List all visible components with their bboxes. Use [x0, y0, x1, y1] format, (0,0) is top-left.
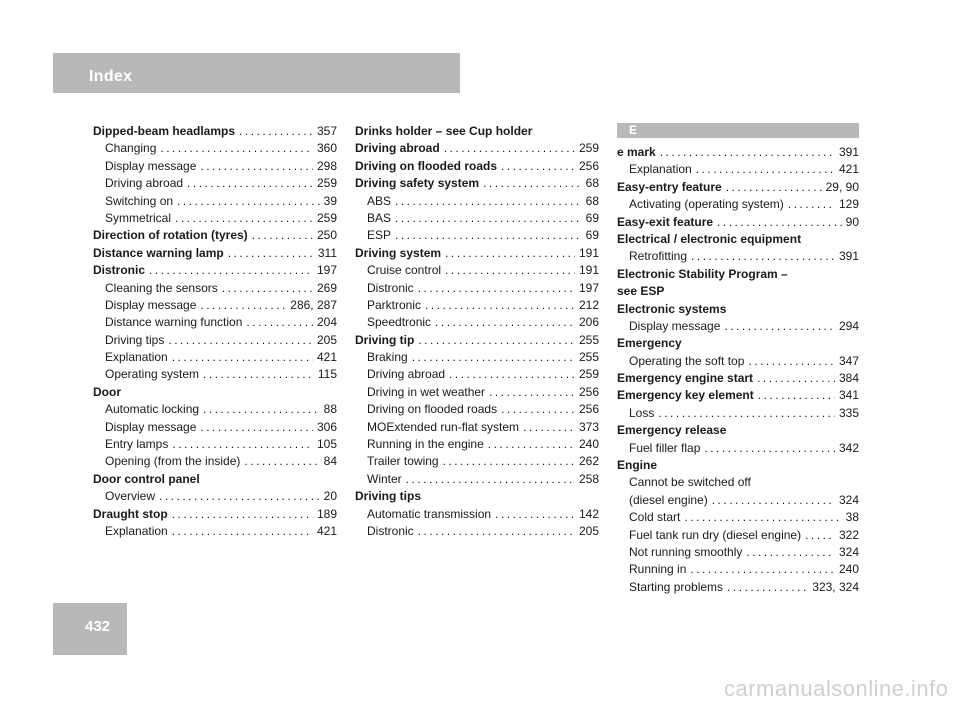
dot-leader	[501, 158, 575, 175]
entry-term: Starting problems	[629, 579, 724, 594]
entry-page-ref: 204	[316, 315, 337, 330]
index-subentry	[93, 488, 337, 505]
entry-term: Operating the soft top	[629, 353, 745, 368]
index-column-2	[355, 123, 599, 540]
dot-leader	[726, 179, 822, 196]
index-subentry	[93, 453, 337, 470]
index-subentry	[355, 419, 599, 436]
entry-term: Easy-entry feature	[617, 179, 722, 194]
dot-leader	[435, 314, 575, 331]
index-entry	[93, 245, 337, 262]
index-subentry	[355, 523, 599, 540]
entry-page-ref: 342	[838, 440, 859, 455]
page-title: Index	[89, 68, 133, 85]
dot-leader	[712, 492, 835, 509]
entry-page-ref: 262	[578, 454, 599, 469]
entry-term: Engine	[617, 458, 658, 473]
index-subentry	[93, 297, 337, 314]
dot-leader	[805, 527, 835, 544]
index-entry	[93, 123, 337, 140]
entry-page-ref: 258	[578, 471, 599, 486]
entry-term: Not running smoothly	[629, 544, 743, 559]
index-subentry	[93, 366, 337, 383]
entry-page-ref: 259	[316, 210, 337, 225]
entry-page-ref: 206	[578, 315, 599, 330]
dot-leader	[418, 523, 575, 540]
dot-leader	[200, 297, 286, 314]
entry-term: Opening (from the inside)	[105, 454, 241, 469]
entry-term: Explanation	[105, 523, 168, 538]
index-subentry	[617, 492, 859, 509]
index-subentry	[355, 227, 599, 244]
index-subentry	[93, 419, 337, 436]
index-entry	[93, 506, 337, 523]
entry-term: Driving tips	[355, 489, 422, 504]
dot-leader	[172, 506, 313, 523]
index-entry	[355, 332, 599, 349]
index-subentry	[617, 405, 859, 422]
dot-leader	[748, 353, 835, 370]
index-entry	[93, 384, 337, 401]
dot-leader	[187, 175, 313, 192]
index-subentry	[93, 193, 337, 210]
dot-leader	[175, 210, 313, 227]
entry-page-ref: 322	[838, 527, 859, 542]
header-bar	[53, 53, 460, 93]
watermark: carmanualsonline.info	[724, 676, 949, 701]
entry-page-ref: 84	[323, 454, 337, 469]
entry-page-ref: 197	[578, 280, 599, 295]
entry-page-ref: 391	[838, 145, 859, 159]
entry-term: Drinks holder – see Cup holder	[355, 124, 533, 138]
entry-term: Electronic systems	[617, 301, 727, 316]
dot-leader	[727, 579, 808, 596]
dot-leader	[395, 193, 582, 210]
entry-term: Driving abroad	[105, 176, 184, 191]
entry-page-ref: 324	[838, 544, 859, 559]
dot-leader	[758, 387, 835, 404]
index-subentry	[355, 210, 599, 227]
entry-page-ref: 421	[316, 350, 337, 365]
index-entry	[617, 179, 859, 196]
entry-page-ref: 259	[316, 176, 337, 191]
entry-term: Electronic Stability Program –	[617, 266, 788, 281]
entry-page-ref: 191	[578, 263, 599, 278]
section-header-bar	[617, 123, 859, 138]
dot-leader	[449, 366, 575, 383]
entry-term: Braking	[367, 350, 408, 365]
index-column-1	[93, 123, 337, 540]
entry-page-ref: 269	[316, 280, 337, 295]
index-entry	[617, 301, 859, 318]
index-entry	[355, 123, 599, 140]
index-subentry	[93, 349, 337, 366]
dot-leader	[690, 561, 835, 578]
entry-term: Driving on flooded roads	[367, 402, 498, 417]
entry-page-ref: 259	[578, 367, 599, 382]
index-subentry	[93, 314, 337, 331]
dot-leader	[724, 318, 835, 335]
index-subentry	[617, 509, 859, 526]
index-subentry	[617, 318, 859, 335]
entry-term: Symmetrical	[105, 210, 172, 225]
entry-page-ref: 240	[838, 562, 859, 577]
entry-page-ref: 250	[316, 228, 337, 243]
entry-term: Distronic	[367, 523, 414, 538]
entry-term: Easy-exit feature	[617, 214, 714, 229]
entry-term: Electrical / electronic equipment	[617, 231, 802, 246]
entry-page-ref: 105	[316, 437, 337, 452]
index-entry	[617, 283, 859, 300]
dot-leader	[501, 401, 575, 418]
index-subentry	[617, 544, 859, 561]
index-subentry	[355, 193, 599, 210]
index-subentry	[93, 401, 337, 418]
index-entry	[355, 488, 599, 505]
dot-leader	[696, 161, 835, 178]
entry-page-ref: 373	[578, 419, 599, 434]
entry-term: Emergency key element	[617, 388, 754, 403]
page-number: 432	[85, 618, 111, 635]
entry-page-ref: 68	[585, 176, 599, 191]
index-subentry	[355, 506, 599, 523]
entry-page-ref: 256	[578, 402, 599, 417]
dot-leader	[200, 158, 313, 175]
entry-term: Driving in wet weather	[367, 384, 486, 399]
entry-page-ref: 69	[585, 228, 599, 243]
entry-page-ref: 259	[578, 141, 599, 156]
index-subentry	[355, 280, 599, 297]
index-subentry	[355, 314, 599, 331]
dot-leader	[172, 436, 313, 453]
entry-term: Parktronic	[367, 297, 422, 312]
entry-term: Loss	[629, 405, 655, 420]
index-entry	[617, 144, 859, 161]
index-subentry	[355, 262, 599, 279]
entry-term: Draught stop	[93, 506, 168, 521]
index-entry	[617, 214, 859, 231]
dot-leader	[222, 280, 313, 297]
dot-leader	[200, 419, 313, 436]
entry-term: Distronic	[367, 280, 414, 295]
index-subentry	[355, 349, 599, 366]
entry-page-ref: 20	[323, 489, 337, 504]
entry-page-ref: 240	[578, 437, 599, 452]
index-subentry	[93, 175, 337, 192]
dot-leader	[246, 314, 313, 331]
index-entry	[617, 231, 859, 248]
entry-page-ref: 142	[578, 506, 599, 521]
entry-term: Fuel filler flap	[629, 440, 701, 455]
index-entry	[355, 140, 599, 157]
entry-term: Distronic	[93, 263, 146, 278]
entry-page-ref: 360	[316, 141, 337, 156]
entry-term: Driving tip	[355, 332, 415, 347]
index-entry	[617, 457, 859, 474]
entry-page-ref: 384	[838, 371, 859, 386]
entry-term: Driving on flooded roads	[355, 158, 498, 173]
index-column-3	[617, 123, 859, 596]
dot-leader	[444, 140, 575, 157]
dot-leader	[172, 349, 313, 366]
entry-term: Fuel tank run dry (diesel engine)	[629, 527, 802, 542]
entry-term: e mark	[617, 145, 656, 159]
entry-term: Trailer towing	[367, 454, 439, 469]
entry-page-ref: 197	[316, 263, 337, 278]
entry-page-ref: 212	[578, 297, 599, 312]
entry-term: Display message	[105, 419, 197, 434]
entry-page-ref: 294	[838, 318, 859, 333]
index-subentry	[617, 579, 859, 596]
dot-leader	[445, 245, 575, 262]
index-entry	[93, 471, 337, 488]
index-subentry	[617, 527, 859, 544]
dot-leader	[228, 245, 314, 262]
dot-leader	[418, 332, 575, 349]
dot-leader	[425, 297, 575, 314]
entry-page-ref: 205	[316, 332, 337, 347]
dot-leader	[684, 509, 841, 526]
entry-term: Cannot be switched off	[629, 475, 751, 490]
index-subentry	[355, 297, 599, 314]
entry-page-ref: 191	[578, 245, 599, 260]
entry-term: Emergency engine start	[617, 371, 754, 386]
entry-term: Cruise control	[367, 263, 442, 278]
entry-page-ref: 421	[838, 162, 859, 177]
entry-term: Running in	[629, 562, 687, 577]
index-entry	[617, 422, 859, 439]
entry-term: Door control panel	[93, 471, 200, 486]
dot-leader	[177, 193, 320, 210]
entry-term: (diesel engine)	[629, 492, 708, 507]
entry-term: Changing	[105, 141, 157, 156]
index-subentry	[355, 436, 599, 453]
entry-page-ref: 306	[316, 419, 337, 434]
dot-leader	[746, 544, 835, 561]
index-subentry	[617, 353, 859, 370]
index-subentry	[617, 161, 859, 178]
entry-page-ref: 256	[578, 384, 599, 399]
index-entry	[617, 335, 859, 352]
entry-term: Running in the engine	[367, 437, 484, 452]
entry-term: Driving abroad	[355, 141, 440, 156]
entry-page-ref: 68	[585, 193, 599, 208]
index-entry	[617, 387, 859, 404]
index-subentry	[93, 280, 337, 297]
entry-page-ref: 298	[316, 158, 337, 173]
index-subentry	[93, 210, 337, 227]
entry-term: Driving safety system	[355, 176, 480, 191]
index-subentry	[617, 196, 859, 213]
entry-term: Overview	[105, 489, 156, 504]
entry-term: Door	[93, 384, 121, 399]
dot-leader	[704, 440, 835, 457]
index-entry	[617, 266, 859, 283]
dot-leader	[788, 196, 835, 213]
index-subentry	[617, 440, 859, 457]
dot-leader	[239, 123, 313, 140]
entry-term: MOExtended run-flat system	[367, 419, 520, 434]
index-entry	[355, 245, 599, 262]
entry-term: ABS	[367, 193, 392, 208]
entry-term: Winter	[367, 471, 402, 486]
dot-leader	[658, 405, 835, 422]
entry-page-ref: 335	[838, 405, 859, 420]
entry-term: Automatic transmission	[367, 506, 492, 521]
index-entry	[617, 370, 859, 387]
dot-leader	[757, 370, 835, 387]
index-subentry	[355, 471, 599, 488]
entry-page-ref: 39	[323, 193, 337, 208]
entry-term: Display message	[105, 158, 197, 173]
dot-leader	[149, 262, 313, 279]
entry-term: Direction of rotation (tyres)	[93, 228, 248, 243]
dot-leader	[203, 366, 314, 383]
dot-leader	[412, 349, 575, 366]
entry-page-ref: 38	[845, 510, 859, 525]
index-subentry	[617, 474, 859, 491]
entry-term: Driving tips	[105, 332, 165, 347]
entry-page-ref: 205	[578, 523, 599, 538]
index-subentry	[355, 384, 599, 401]
dot-leader	[244, 453, 319, 470]
page-number-box	[53, 603, 127, 655]
entry-page-ref: 255	[578, 332, 599, 347]
entry-page-ref: 357	[316, 124, 337, 138]
dot-leader	[395, 210, 582, 227]
dot-leader	[660, 144, 835, 161]
entry-term: Retrofitting	[629, 249, 688, 264]
entry-page-ref: 115	[317, 367, 337, 382]
entry-term: Operating system	[105, 367, 200, 382]
index-subentry	[93, 436, 337, 453]
index-entry	[355, 175, 599, 192]
index-subentry	[617, 561, 859, 578]
entry-page-ref: 341	[838, 388, 859, 403]
dot-leader	[159, 488, 320, 505]
entry-term: ESP	[367, 228, 392, 243]
entry-term: Driving abroad	[367, 367, 446, 382]
dot-leader	[418, 280, 575, 297]
section-letter: E	[629, 123, 638, 137]
entry-page-ref: 90	[845, 214, 859, 229]
entry-page-ref: 129	[838, 197, 859, 212]
dot-leader	[252, 227, 313, 244]
entry-page-ref: 324	[838, 492, 859, 507]
entry-term: Display message	[629, 318, 721, 333]
entry-term: Automatic locking	[105, 402, 200, 417]
dot-leader	[495, 506, 575, 523]
entry-page-ref: 256	[578, 158, 599, 173]
entry-term: Display message	[105, 297, 197, 312]
dot-leader	[483, 175, 582, 192]
entry-term: Emergency	[617, 336, 682, 351]
index-subentry	[93, 140, 337, 157]
dot-leader	[691, 248, 835, 265]
entry-page-ref: 323, 324	[812, 579, 859, 594]
entry-term: Explanation	[629, 162, 692, 177]
dot-leader	[160, 140, 313, 157]
entry-term: Cold start	[629, 510, 681, 525]
entry-term: Distance warning lamp	[93, 245, 224, 260]
entry-page-ref: 29, 90	[825, 179, 859, 194]
dot-leader	[203, 401, 320, 418]
dot-leader	[488, 436, 575, 453]
dot-leader	[445, 262, 575, 279]
entry-page-ref: 255	[578, 350, 599, 365]
entry-term: Cleaning the sensors	[105, 280, 218, 295]
index-subentry	[617, 248, 859, 265]
entry-term: BAS	[367, 210, 392, 225]
entry-page-ref: 286, 287	[290, 297, 337, 312]
entry-page-ref: 391	[838, 249, 859, 264]
entry-term: Explanation	[105, 350, 168, 365]
index-subentry	[355, 366, 599, 383]
dot-leader	[717, 214, 842, 231]
entry-term: Dipped-beam headlamps	[93, 124, 236, 138]
dot-leader	[443, 453, 575, 470]
index-subentry	[93, 523, 337, 540]
entry-term: Distance warning function	[105, 315, 243, 330]
entry-term: Speedtronic	[367, 315, 432, 330]
dot-leader	[406, 471, 575, 488]
entry-page-ref: 421	[316, 523, 337, 538]
dot-leader	[172, 523, 313, 540]
dot-leader	[523, 419, 575, 436]
dot-leader	[489, 384, 575, 401]
index-subentry	[355, 401, 599, 418]
entry-term: Entry lamps	[105, 437, 169, 452]
entry-page-ref: 69	[585, 210, 599, 225]
entry-page-ref: 88	[323, 402, 337, 417]
entry-term: Switching on	[105, 193, 174, 208]
index-subentry	[93, 332, 337, 349]
entry-page-ref: 347	[838, 353, 859, 368]
entry-term: Emergency release	[617, 423, 727, 438]
index-entry	[93, 227, 337, 244]
index-subentry	[93, 158, 337, 175]
entry-term: Driving system	[355, 245, 442, 260]
dot-leader	[168, 332, 313, 349]
index-entry	[355, 158, 599, 175]
dot-leader	[395, 227, 582, 244]
index-subentry	[355, 453, 599, 470]
index-entry	[93, 262, 337, 279]
entry-term: see ESP	[617, 284, 665, 299]
entry-term: Activating (operating system)	[629, 197, 784, 212]
entry-page-ref: 311	[317, 245, 337, 260]
entry-page-ref: 189	[316, 506, 337, 521]
